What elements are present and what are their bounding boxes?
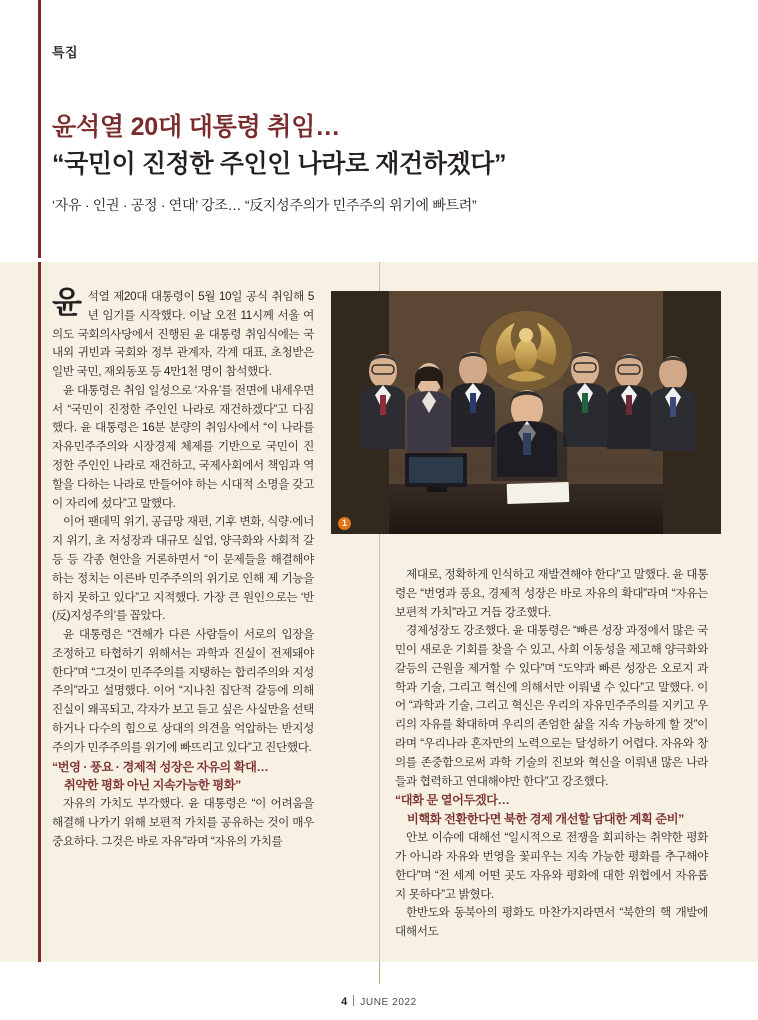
subheading-left [52, 758, 314, 796]
article-photo [331, 291, 721, 534]
paragraph-right-1: 제대로, 정확하게 인식하고 재발견해야 한다”고 말했다. 윤 대통령은 “번영과 풍요, 경제적 성장은 바로 자유의 확대”라며 “자유는 보편적 가치”라고 거듭 강조했다. [395, 568, 708, 619]
subheading-left-line-2: 취약한 평화 아닌 지속가능한 평화” [64, 778, 241, 793]
paragraph-right-2: 경제성장도 강조했다. 윤 대통령은 “빠른 성장 과정에서 많은 국민이 새로운 기회를 찾을 수 있고, 사회 이동성을 제고해 양극화와 갈등의 근원을 제거할 수 있다”며 “도약과 빠른 성장은 오로지 과학과 기술, 그리고 혁신에 의해서만 이뤄낼 수 있다”고 말했다. 이어 “과학과 기술, 그리고 혁신은 우리의 자유민주주의를 지키고 우리의 자유를 확대하며 우리의 존엄한 삶을 지속 가능하게 할 것”이라며 “우리나라 혼자만의 노력으로는 달성하기 어렵다. 자유와 창의를 존중함으로써 과학 기술의 진보와 혁신을 이뤄낸 많은 나라들과 협력하고 연대해야만 한다”고 강조했다. [395, 624, 708, 788]
paragraph-left-4: 윤 대통령은 “견해가 다른 사람들이 서로의 입장을 조정하고 타협하기 위해서는 과학과 진실이 전제돼야 한다”며 “그것이 민주주의를 지탱하는 합리주의와 지성주의”라고 설명했다. 이어 “지나친 집단적 갈등에 의해 진실이 왜곡되고, 각자가 보고 듣고 싶은 사실만을 선택하거나 다수의 힘으로 상대의 의견을 억압하는 반지성주의가 민주주의를 위기에 빠뜨리고 있다”고 진단했다. [52, 628, 314, 754]
article-column-right [395, 566, 708, 942]
subheading-right-line-1: “대화 문 열어두겠다… [395, 793, 510, 808]
subheading-right-line-2: 비핵화 전환한다면 북한 경제 개선할 담대한 계획 준비” [407, 812, 684, 827]
page-footer [0, 995, 758, 1008]
subheading-right [395, 791, 708, 829]
photo-number-badge: 1 [338, 517, 351, 530]
headline-line-1: 윤석열 20대 대통령 취임… [52, 113, 340, 141]
paragraph-left-1 [52, 285, 314, 382]
headline-subhead: ‘자유 · 인권 · 공정 · 연대’ 강조… “反지성주의가 민주주의 위기에 빠트려” [52, 196, 477, 213]
drop-cap: 윤 [52, 285, 82, 320]
headline-line-2: “국민이 진정한 주인인 나라로 재건하겠다” [52, 150, 507, 179]
paragraph-right-4: 한반도와 동북아의 평화도 마찬가지라면서 “북한의 핵 개발에 대해서도 [395, 906, 708, 939]
headline-block [52, 112, 722, 215]
article-column-left [52, 285, 314, 852]
header-accent-rule [38, 0, 41, 258]
paragraph-left-2: 윤 대통령은 취임 일성으로 ‘자유’를 전면에 내세우면서 “국민이 진정한 주인인 나라로 재건하겠다”고 다짐했다. 윤 대통령은 16분 분량의 취임사에서 “이 나라를 자유민주주의와 시장경제 체제를 기반으로 국민이 진정한 주인인 나라로 재건하고, 국제사회에서 책임과 역할을 다하는 나라로 만들어야 하는 시대적 소명을 갖고 이 자리에 섰다”고 말했다. [52, 383, 314, 510]
page-number: 4 [341, 996, 348, 1008]
footer-separator [353, 995, 354, 1006]
paragraph-left-5: 자유의 가치도 부각했다. 윤 대통령은 “이 어려움을 해결해 나가기 위해 보편적 가치를 공유하는 것이 매우 중요하다. 그것은 바로 자유”라며 “자유의 가치를 [52, 797, 314, 848]
footer-divider [379, 962, 380, 984]
subheading-left-line-1: “번영 · 풍요 · 경제적 성장은 자유의 확대… [52, 759, 269, 774]
article-accent-rule [38, 262, 41, 962]
paragraph-right-3: 안보 이슈에 대해선 “일시적으로 전쟁을 회피하는 취약한 평화가 아니라 자유와 번영을 꽃피우는 지속 가능한 평화를 추구해야 한다”며 “전 세계 어떤 곳도 자유와 평화에 대한 위협에서 자유롭지 못하다”고 밝혔다. [395, 831, 708, 901]
issue-date: JUNE 2022 [360, 997, 417, 1008]
paragraph-left-1-text: 석열 제20대 대통령이 5월 10일 공식 취임해 5년 임기를 시작했다. 이날 오전 11시께 서울 여의도 국회의사당에서 진행된 윤 대통령 취임식에는 국내외 귀빈과 국회와 정부 관계자, 각계 대표, 초청받은 일반 국민, 재외동포 등 4만1천 명이 참석했다. [52, 290, 314, 379]
section-kicker: 특집 [52, 45, 79, 60]
paragraph-left-3: 이어 팬데믹 위기, 공급망 재편, 기후 변화, 식량·에너지 위기, 초 저성장과 대규모 실업, 양극화와 사회적 갈등 등 각종 현안을 거론하면서 “이 문제들을 해결해야 하는 정치는 이른바 민주주의의 위기로 인해 제 기능을 하지 못하고 있다”고 지적했다. 가장 큰 원인으로는 ‘반(反)지성주의’를 꼽았다. [52, 515, 314, 623]
